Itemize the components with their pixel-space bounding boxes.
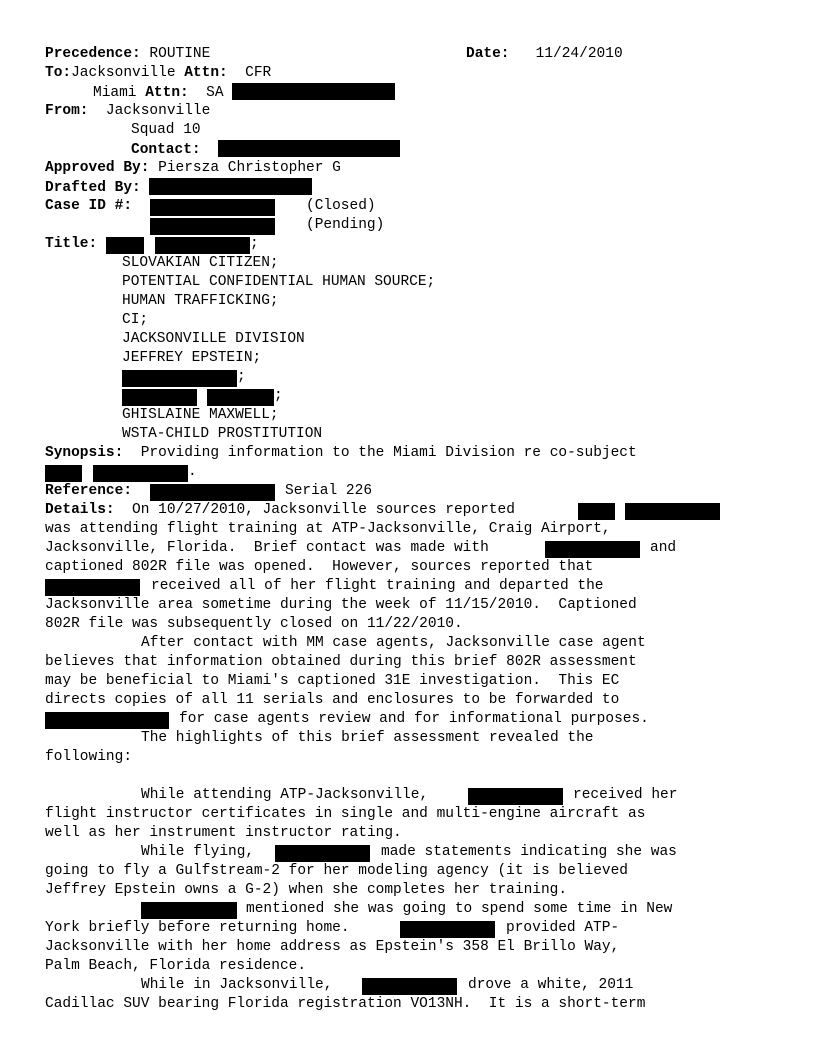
details-text: 802R file was subsequently closed on 11/22/2010. — [45, 616, 463, 632]
title-line: HUMAN TRAFFICKING; — [122, 293, 279, 309]
title-semicolon: ; — [250, 236, 259, 252]
redaction-box — [150, 484, 275, 501]
redaction-box — [93, 465, 188, 482]
reference-label: Reference: — [45, 483, 133, 499]
date-label: Date: — [466, 46, 510, 62]
contact-label: Contact: — [131, 142, 201, 158]
redaction-box — [155, 237, 250, 254]
details-text: provided ATP- — [506, 920, 620, 936]
approved-row — [45, 159, 341, 178]
details-text: for case agents review and for informational purposes. — [179, 711, 649, 727]
details-text: drove a white, 2011 — [468, 977, 634, 993]
title-line: JEFFREY EPSTEIN; — [122, 350, 262, 366]
to-label: To: — [45, 65, 72, 81]
title-line: SLOVAKIAN CITIZEN; — [122, 255, 279, 271]
miami-attn-value: SA — [206, 85, 224, 101]
details-label: Details: — [45, 502, 115, 518]
redaction-box — [45, 712, 169, 729]
details-text: On 10/27/2010, Jacksonville sources reported — [132, 502, 515, 518]
details-text: well as her instrument instructor rating. — [45, 825, 402, 841]
details-text: received her — [573, 787, 678, 803]
title-line: GHISLAINE MAXWELL; — [122, 407, 279, 423]
redaction-box — [362, 978, 457, 995]
synopsis-end: . — [188, 464, 197, 480]
title-line: POTENTIAL CONFIDENTIAL HUMAN SOURCE; — [122, 274, 436, 290]
details-text: may be beneficial to Miami's captioned 31E investigation. This EC — [45, 673, 620, 689]
details-text: following: — [45, 749, 133, 765]
redaction-box — [578, 503, 615, 520]
redaction-box — [122, 370, 237, 387]
redaction-box — [141, 902, 237, 919]
details-text: and — [650, 540, 677, 556]
details-text: Palm Beach, Florida residence. — [45, 958, 307, 974]
redaction-box — [122, 389, 197, 406]
details-row — [45, 501, 515, 520]
details-text: flight instructor certificates in single and multi-engine aircraft as — [45, 806, 646, 822]
redaction-box — [218, 140, 400, 157]
redaction-box — [45, 579, 140, 596]
to-value: Jacksonville — [71, 65, 176, 81]
miami-row — [93, 83, 395, 102]
redaction-box — [232, 83, 395, 100]
details-text: After contact with MM case agents, Jacksonville case agent — [141, 635, 646, 651]
approved-value: Piersza Christopher G — [158, 160, 341, 176]
case-closed: (Closed) — [306, 198, 376, 214]
details-text: believes that information obtained during this brief 802R assessment — [45, 654, 637, 670]
synopsis-label: Synopsis: — [45, 445, 124, 461]
to-attn-value: CFR — [245, 65, 272, 81]
details-text: Jeffrey Epstein owns a G-2) when she completes her training. — [45, 882, 568, 898]
title-line: CI; — [122, 312, 149, 328]
details-text: was attending flight training at ATP-Jacksonville, Craig Airport, — [45, 521, 611, 537]
from-label: From: — [45, 103, 89, 119]
squad: Squad 10 — [131, 122, 201, 138]
title-line: JACKSONVILLE DIVISION — [122, 331, 305, 347]
details-text: While attending ATP-Jacksonville, — [141, 787, 429, 803]
title-line: WSTA-CHILD PROSTITUTION — [122, 426, 323, 442]
case-pending: (Pending) — [306, 217, 385, 233]
miami-label: Miami — [93, 85, 137, 101]
drafted-label: Drafted By: — [45, 180, 141, 196]
title-label-row — [45, 235, 97, 254]
reference-row — [45, 482, 132, 501]
redaction-box — [545, 541, 640, 558]
redaction-box — [275, 845, 370, 862]
contact-row — [131, 140, 400, 159]
details-text: Jacksonville with her home address as Epstein's 358 El Brillo Way, — [45, 939, 620, 955]
synopsis-row — [45, 444, 637, 463]
case-id-label: Case ID #: — [45, 198, 133, 214]
details-text: Jacksonville area sometime during the week of 11/15/2010. Captioned — [45, 597, 637, 613]
redaction-box — [45, 465, 82, 482]
precedence-value: ROUTINE — [149, 46, 211, 62]
to-attn-label: Attn: — [184, 65, 228, 81]
details-text: mentioned she was going to spend some time in New — [246, 901, 673, 917]
title-label: Title: — [45, 236, 98, 252]
redaction-box — [150, 218, 275, 235]
date-row — [466, 45, 623, 64]
redaction-box — [106, 237, 144, 254]
details-text: captioned 802R file was opened. However, sources reported that — [45, 559, 594, 575]
redaction-box — [207, 389, 274, 406]
details-text: While flying, — [141, 844, 255, 860]
redaction-box — [468, 788, 563, 805]
details-text: directs copies of all 11 serials and enclosures to be forwarded to — [45, 692, 620, 708]
details-text: The highlights of this brief assessment revealed the — [141, 730, 594, 746]
to-row — [45, 64, 271, 83]
reference-serial: Serial 226 — [285, 483, 373, 499]
precedence-row — [45, 45, 210, 64]
details-text: Jacksonville, Florida. Brief contact was made with — [45, 540, 489, 556]
approved-label: Approved By: — [45, 160, 150, 176]
details-text: York briefly before returning home. — [45, 920, 350, 936]
from-row — [45, 102, 210, 121]
drafted-row — [45, 178, 312, 197]
title-line: ; — [237, 369, 246, 385]
details-text: made statements indicating she was — [381, 844, 677, 860]
date-value: 11/24/2010 — [535, 46, 623, 62]
redaction-box — [150, 199, 275, 216]
details-text: going to fly a Gulfstream-2 for her modeling agency (it is believed — [45, 863, 628, 879]
synopsis-text: Providing information to the Miami Division re co-subject — [140, 445, 637, 461]
details-text: Cadillac SUV bearing Florida registration VO13NH. It is a short-term — [45, 996, 646, 1012]
from-value: Jacksonville — [105, 103, 211, 119]
redaction-box — [400, 921, 495, 938]
redaction-box — [149, 178, 312, 195]
case-id-label-row — [45, 197, 132, 216]
details-text: While in Jacksonville, — [141, 977, 333, 993]
details-text: received all of her flight training and departed the — [151, 578, 604, 594]
miami-attn-label: Attn: — [145, 85, 189, 101]
redaction-box — [625, 503, 720, 520]
title-line: ; — [274, 388, 283, 404]
precedence-label: Precedence: — [45, 46, 141, 62]
